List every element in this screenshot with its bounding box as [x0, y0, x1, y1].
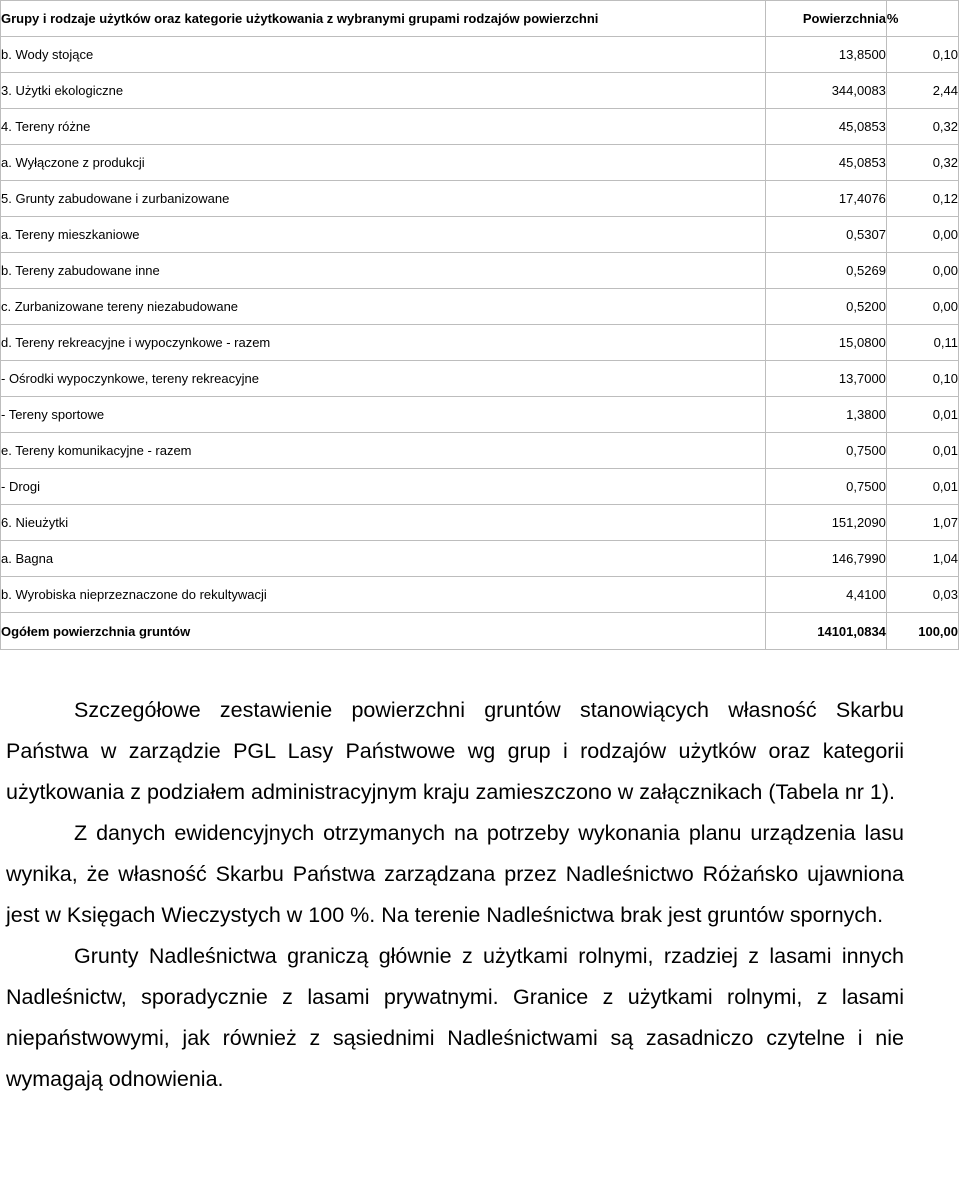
row-percent: 0,32 [886, 109, 958, 145]
row-area: 4,4100 [765, 577, 886, 613]
header-area: Powierzchnia [765, 1, 886, 37]
paragraph: Grunty Nadleśnictwa graniczą głównie z użytkami rolnymi, rzadziej z lasami innych Nadleśnictw, sporadycznie z lasami prywatnymi. Granice z użytkami rolnymi, z lasami niepaństwowymi, jak również z sąsiednimi Nadleśnictwami są zasadniczo czytelne i nie wymagają odnowienia. [6, 944, 904, 1091]
row-name: c. Zurbanizowane tereny niezabudowane [1, 289, 766, 325]
row-percent: 0,10 [886, 37, 958, 73]
row-name: 3. Użytki ekologiczne [1, 73, 766, 109]
row-area: 151,2090 [765, 505, 886, 541]
table-total-row [1, 613, 959, 650]
total-area: 14101,0834 [765, 613, 886, 650]
table-row [1, 577, 959, 613]
row-area: 344,0083 [765, 73, 886, 109]
header-category: Grupy i rodzaje użytków oraz kategorie użytkowania z wybranymi grupami rodzajów powierzchni [1, 1, 766, 37]
table-row [1, 469, 959, 505]
total-name: Ogółem powierzchnia gruntów [1, 613, 766, 650]
row-area: 0,5269 [765, 253, 886, 289]
row-area: 45,0853 [765, 145, 886, 181]
row-name: - Ośrodki wypoczynkowe, tereny rekreacyjne [1, 361, 766, 397]
table-row [1, 253, 959, 289]
row-percent: 0,01 [886, 469, 958, 505]
row-name: - Drogi [1, 469, 766, 505]
table-row [1, 397, 959, 433]
row-area: 45,0853 [765, 109, 886, 145]
row-percent: 0,00 [886, 253, 958, 289]
row-area: 13,8500 [765, 37, 886, 73]
table-row [1, 37, 959, 73]
row-area: 0,5200 [765, 289, 886, 325]
row-name: a. Tereny mieszkaniowe [1, 217, 766, 253]
table-row [1, 505, 959, 541]
table-row [1, 541, 959, 577]
table-row [1, 325, 959, 361]
row-name: 4. Tereny różne [1, 109, 766, 145]
row-percent: 0,32 [886, 145, 958, 181]
table-row [1, 181, 959, 217]
row-name: b. Tereny zabudowane inne [1, 253, 766, 289]
paragraph: Szczegółowe zestawienie powierzchni gruntów stanowiących własność Skarbu Państwa w zarządzie PGL Lasy Państwowe wg grup i rodzajów użytków oraz kategorii użytkowania z podziałem administracyjnym kraju zamieszczono w załącznikach (Tabela nr 1). [6, 698, 904, 804]
row-percent: 1,07 [886, 505, 958, 541]
row-area: 0,7500 [765, 433, 886, 469]
row-area: 1,3800 [765, 397, 886, 433]
total-percent: 100,00 [886, 613, 958, 650]
row-percent: 0,01 [886, 433, 958, 469]
row-area: 0,5307 [765, 217, 886, 253]
paragraph: Z danych ewidencyjnych otrzymanych na potrzeby wykonania planu urządzenia lasu wynika, że własność Skarbu Państwa zarządzana przez Nadleśnictwo Różańsko ujawniona jest w Księgach Wieczystych w 100 %. Na terenie Nadleśnictwa brak jest gruntów spornych. [6, 821, 904, 927]
body-text [6, 690, 904, 1100]
table-row [1, 145, 959, 181]
row-name: b. Wyrobiska nieprzeznaczone do rekultywacji [1, 577, 766, 613]
row-percent: 0,00 [886, 289, 958, 325]
row-name: 5. Grunty zabudowane i zurbanizowane [1, 181, 766, 217]
row-name: - Tereny sportowe [1, 397, 766, 433]
header-percent: % [886, 1, 958, 37]
table-row [1, 289, 959, 325]
row-name: e. Tereny komunikacyjne - razem [1, 433, 766, 469]
table-row [1, 361, 959, 397]
table-row [1, 109, 959, 145]
row-percent: 0,00 [886, 217, 958, 253]
row-name: a. Wyłączone z produkcji [1, 145, 766, 181]
row-percent: 0,01 [886, 397, 958, 433]
row-percent: 0,12 [886, 181, 958, 217]
table-row [1, 433, 959, 469]
row-area: 0,7500 [765, 469, 886, 505]
row-area: 17,4076 [765, 181, 886, 217]
row-area: 13,7000 [765, 361, 886, 397]
row-percent: 0,10 [886, 361, 958, 397]
row-name: d. Tereny rekreacyjne i wypoczynkowe - razem [1, 325, 766, 361]
row-percent: 0,11 [886, 325, 958, 361]
row-percent: 2,44 [886, 73, 958, 109]
row-name: b. Wody stojące [1, 37, 766, 73]
row-area: 146,7990 [765, 541, 886, 577]
row-name: 6. Nieużytki [1, 505, 766, 541]
row-area: 15,0800 [765, 325, 886, 361]
row-name: a. Bagna [1, 541, 766, 577]
row-percent: 0,03 [886, 577, 958, 613]
row-percent: 1,04 [886, 541, 958, 577]
table-row [1, 217, 959, 253]
table-row [1, 73, 959, 109]
table-header-row [1, 1, 959, 37]
